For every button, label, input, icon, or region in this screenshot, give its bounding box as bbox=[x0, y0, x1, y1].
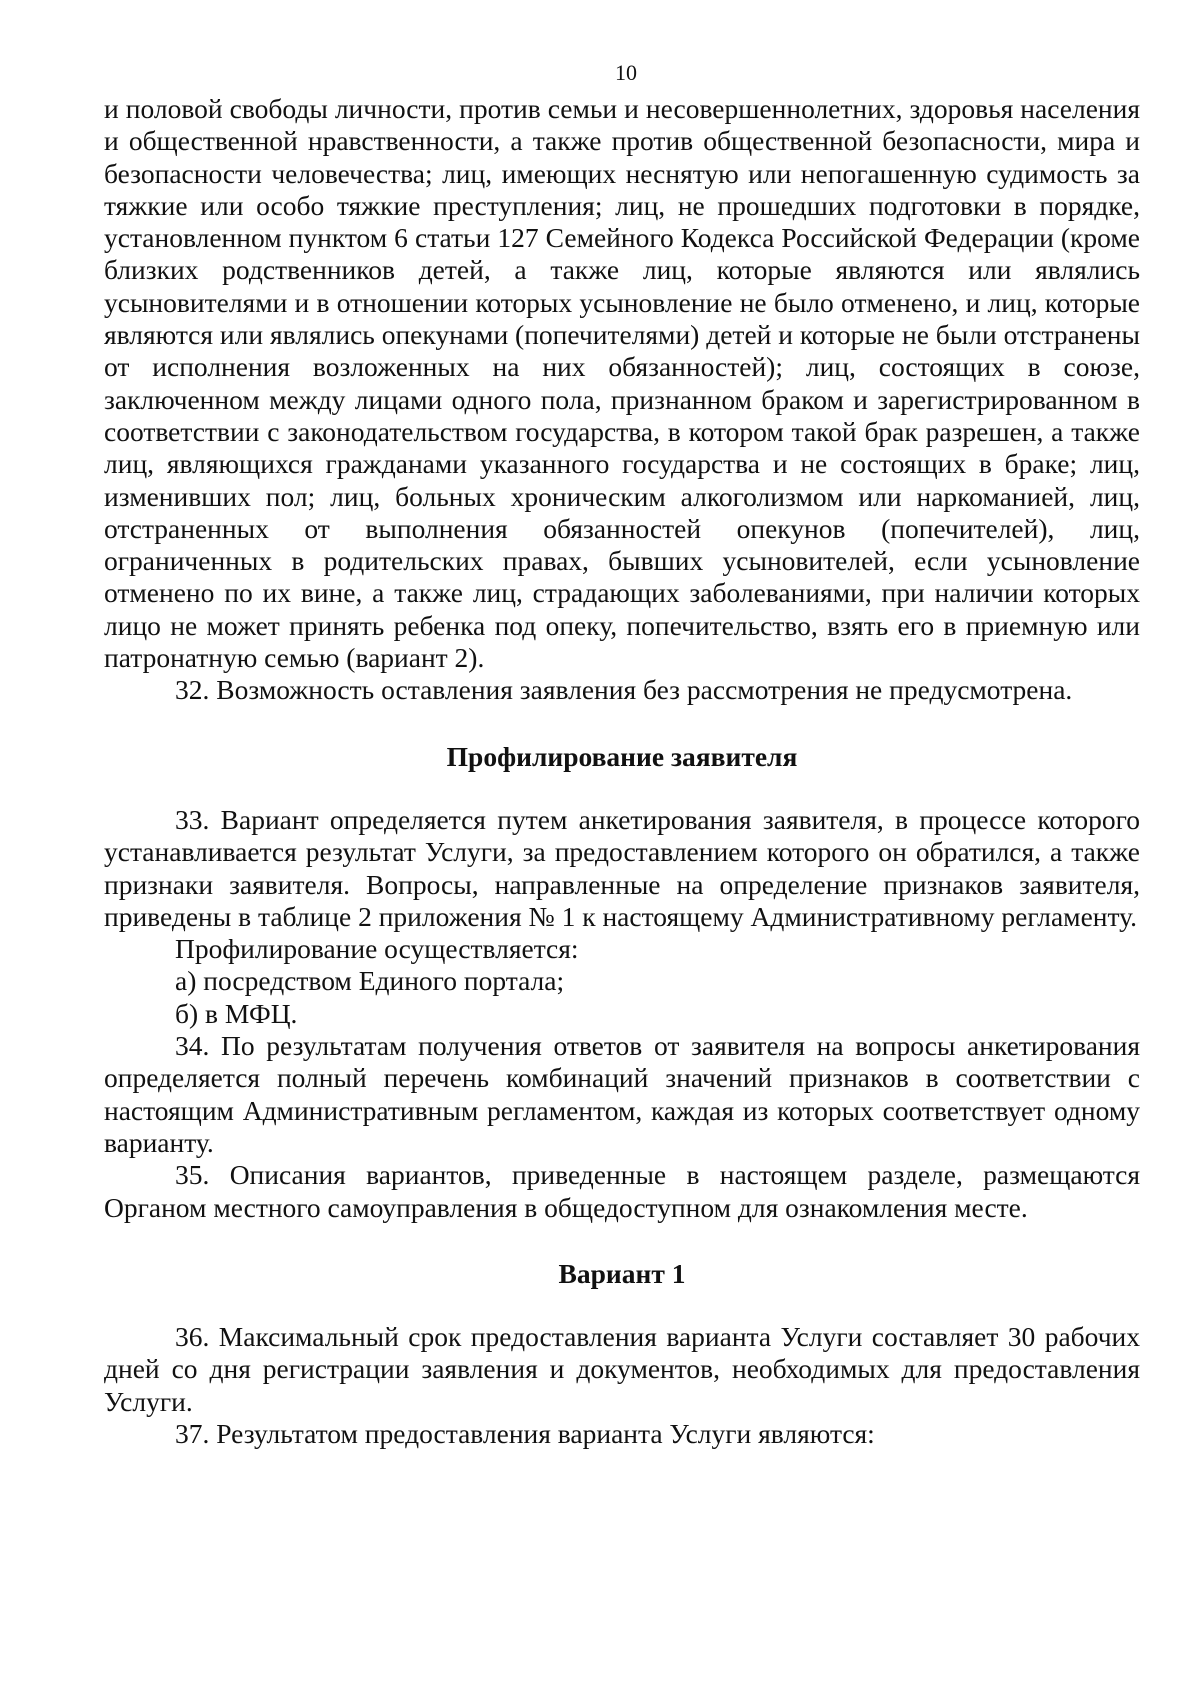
list-item-a: а) посредством Единого портала; bbox=[175, 965, 565, 997]
paragraph-continued: и половой свободы личности, против семьи и несовершеннолетних, здоровья населения и общественной нравственности, а также против общественной безопасности, мира и безопасности человечества; лиц, имеющих неснятую или непогашенную судимость за тяжкие или особо тяжкие преступления; лиц, не прошедших подготовки в порядке, установленном пунктом 6 статьи 127 Семейного Кодекса Российской Федерации (кроме близких родственников детей, а также лиц, которые являются или являлись усыновителями и в отношении которых усыновление не было отменено, и лиц, которые являются или являлись опекунами (попечителями) детей и которые не были отстранены от исполнения возложенных на них обязанностей); лиц, состоящих в союзе, заключенном между лицами одного пола, признанном браком и зарегистрированном в соответствии с законодательством государства, в котором такой брак разрешен, а также лиц, являющихся гражданами указанного государства и не состоящих в браке; лиц, изменивших пол; лиц, больных хроническим алкоголизмом или наркоманией, лиц, отстраненных от выполнения обязанностей опекунов (попечителей), лиц, ограниченных в родительских правах, бывших усыновителей, если усыновление отменено по их вине, а также лиц, страдающих заболеваниями, при наличии которых лицо не может принять ребенка под опеку, попечительство, взять его в приемную или патронатную семью (вариант 2). bbox=[104, 93, 1140, 674]
paragraph-33: 33. Вариант определяется путем анкетирования заявителя, в процессе которого устанавливается результат Услуги, за предоставлением которого он обратился, а также признаки заявителя. Вопросы, направленные на определение признаков заявителя, приведены в таблице 2 приложения № 1 к настоящему Административному регламенту. bbox=[104, 803, 1140, 932]
paragraph-35: 35. Описания вариантов, приведенные в настоящем разделе, размещаются Органом местного самоуправления в общедоступном для ознакомления месте. bbox=[104, 1159, 1140, 1223]
paragraph-36: 36. Максимальный срок предоставления варианта Услуги составляет 30 рабочих дней со дня регистрации заявления и документов, необходимых для предоставления Услуги. bbox=[104, 1321, 1140, 1417]
paragraph-32: 32. Возможность оставления заявления без рассмотрения не предусмотрена. bbox=[175, 674, 1073, 706]
page-number: 10 bbox=[615, 60, 637, 85]
paragraph-34: 34. По результатам получения ответов от заявителя на вопросы анкетирования определяется полный перечень комбинаций значений признаков в соответствии с настоящим Административным регламентом, каждая из которых соответствует одному варианту. bbox=[104, 1030, 1140, 1158]
section-heading-profiling: Профилирование заявителя bbox=[446, 740, 798, 772]
paragraph-37: 37. Результатом предоставления варианта Услуги являются: bbox=[175, 1417, 875, 1449]
document-page bbox=[104, 62, 1140, 1450]
paragraph-33-profiling: Профилирование осуществляется: bbox=[175, 933, 579, 965]
list-item-b: б) в МФЦ. bbox=[175, 997, 298, 1029]
section-heading-variant-1: Вариант 1 bbox=[558, 1257, 686, 1289]
